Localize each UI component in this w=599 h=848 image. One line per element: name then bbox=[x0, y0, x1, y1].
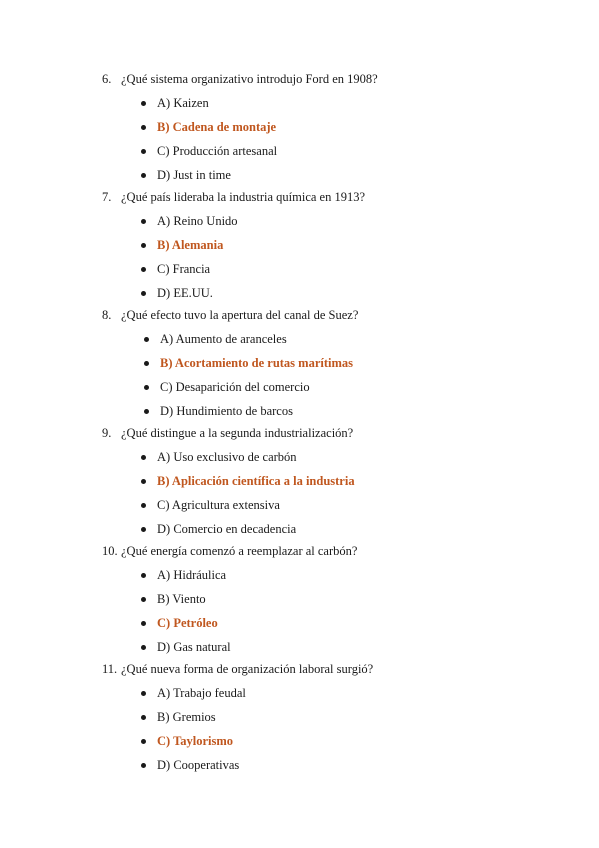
question-6 bbox=[102, 660, 373, 678]
option-label: C) Producción artesanal bbox=[157, 144, 278, 158]
option-label: B) Acortamiento de rutas marítimas bbox=[160, 356, 354, 370]
option-label: C) Desaparición del comercio bbox=[160, 380, 310, 394]
bullet-icon bbox=[141, 149, 146, 154]
bullet-icon bbox=[141, 101, 146, 106]
option-label: D) Hundimiento de barcos bbox=[160, 404, 293, 418]
bullet-icon bbox=[141, 219, 146, 224]
option-label: B) Gremios bbox=[157, 710, 216, 724]
option-label: B) Alemania bbox=[157, 238, 224, 252]
option-label: D) Gas natural bbox=[157, 640, 231, 654]
option-label: D) Comercio en decadencia bbox=[157, 522, 297, 536]
bullet-icon bbox=[141, 573, 146, 578]
bullet-icon bbox=[141, 527, 146, 532]
option-label: B) Aplicación científica a la industria bbox=[157, 474, 355, 488]
bullet-icon bbox=[141, 455, 146, 460]
question-2 bbox=[102, 188, 365, 206]
question-number: 10. bbox=[102, 544, 118, 558]
question-number: 9. bbox=[102, 426, 112, 440]
question-number: 6. bbox=[102, 72, 112, 86]
option-label: D) Cooperativas bbox=[157, 758, 240, 772]
option-label: C) Agricultura extensiva bbox=[157, 498, 280, 512]
bullet-icon bbox=[141, 479, 146, 484]
option-label: D) EE.UU. bbox=[157, 286, 213, 300]
question-number: 11. bbox=[102, 662, 118, 676]
bullet-icon bbox=[144, 361, 149, 366]
question-text: ¿Qué efecto tuvo la apertura del canal de Suez? bbox=[121, 308, 359, 322]
bullet-icon bbox=[141, 645, 146, 650]
bullet-icon bbox=[141, 597, 146, 602]
option-label: A) Aumento de aranceles bbox=[160, 332, 287, 346]
option-label: B) Viento bbox=[157, 592, 206, 606]
option-label: A) Kaizen bbox=[157, 96, 209, 110]
bullet-icon bbox=[144, 385, 149, 390]
question-text: ¿Qué país lideraba la industria química en 1913? bbox=[121, 190, 366, 204]
question-text: ¿Qué energía comenzó a reemplazar al carbón? bbox=[121, 544, 358, 558]
question-5 bbox=[102, 542, 357, 560]
bullet-icon bbox=[144, 337, 149, 342]
option-label: C) Francia bbox=[157, 262, 211, 276]
bullet-icon bbox=[141, 267, 146, 272]
option-label: B) Cadena de montaje bbox=[157, 120, 277, 134]
question-3 bbox=[102, 306, 358, 324]
question-text: ¿Qué nueva forma de organización laboral surgió? bbox=[121, 662, 374, 676]
option-label: C) Taylorismo bbox=[157, 734, 234, 748]
bullet-icon bbox=[141, 715, 146, 720]
question-text: ¿Qué sistema organizativo introdujo Ford en 1908? bbox=[121, 72, 378, 86]
option-label: A) Uso exclusivo de carbón bbox=[157, 450, 297, 464]
option-label: A) Hidráulica bbox=[157, 568, 227, 582]
option-label: C) Petróleo bbox=[157, 616, 218, 630]
bullet-icon bbox=[144, 409, 149, 414]
bullet-icon bbox=[141, 173, 146, 178]
question-4 bbox=[102, 424, 353, 442]
bullet-icon bbox=[141, 125, 146, 130]
bullet-icon bbox=[141, 763, 146, 768]
question-number: 8. bbox=[102, 308, 112, 322]
question-1 bbox=[102, 70, 378, 88]
bullet-icon bbox=[141, 691, 146, 696]
question-text: ¿Qué distingue a la segunda industrialización? bbox=[121, 426, 354, 440]
bullet-icon bbox=[141, 503, 146, 508]
bullet-icon bbox=[141, 621, 146, 626]
option-label: A) Reino Unido bbox=[157, 214, 238, 228]
option-label: A) Trabajo feudal bbox=[157, 686, 246, 700]
bullet-icon bbox=[141, 739, 146, 744]
option-label: D) Just in time bbox=[157, 168, 231, 182]
bullet-icon bbox=[141, 291, 146, 296]
bullet-icon bbox=[141, 243, 146, 248]
question-number: 7. bbox=[102, 190, 112, 204]
